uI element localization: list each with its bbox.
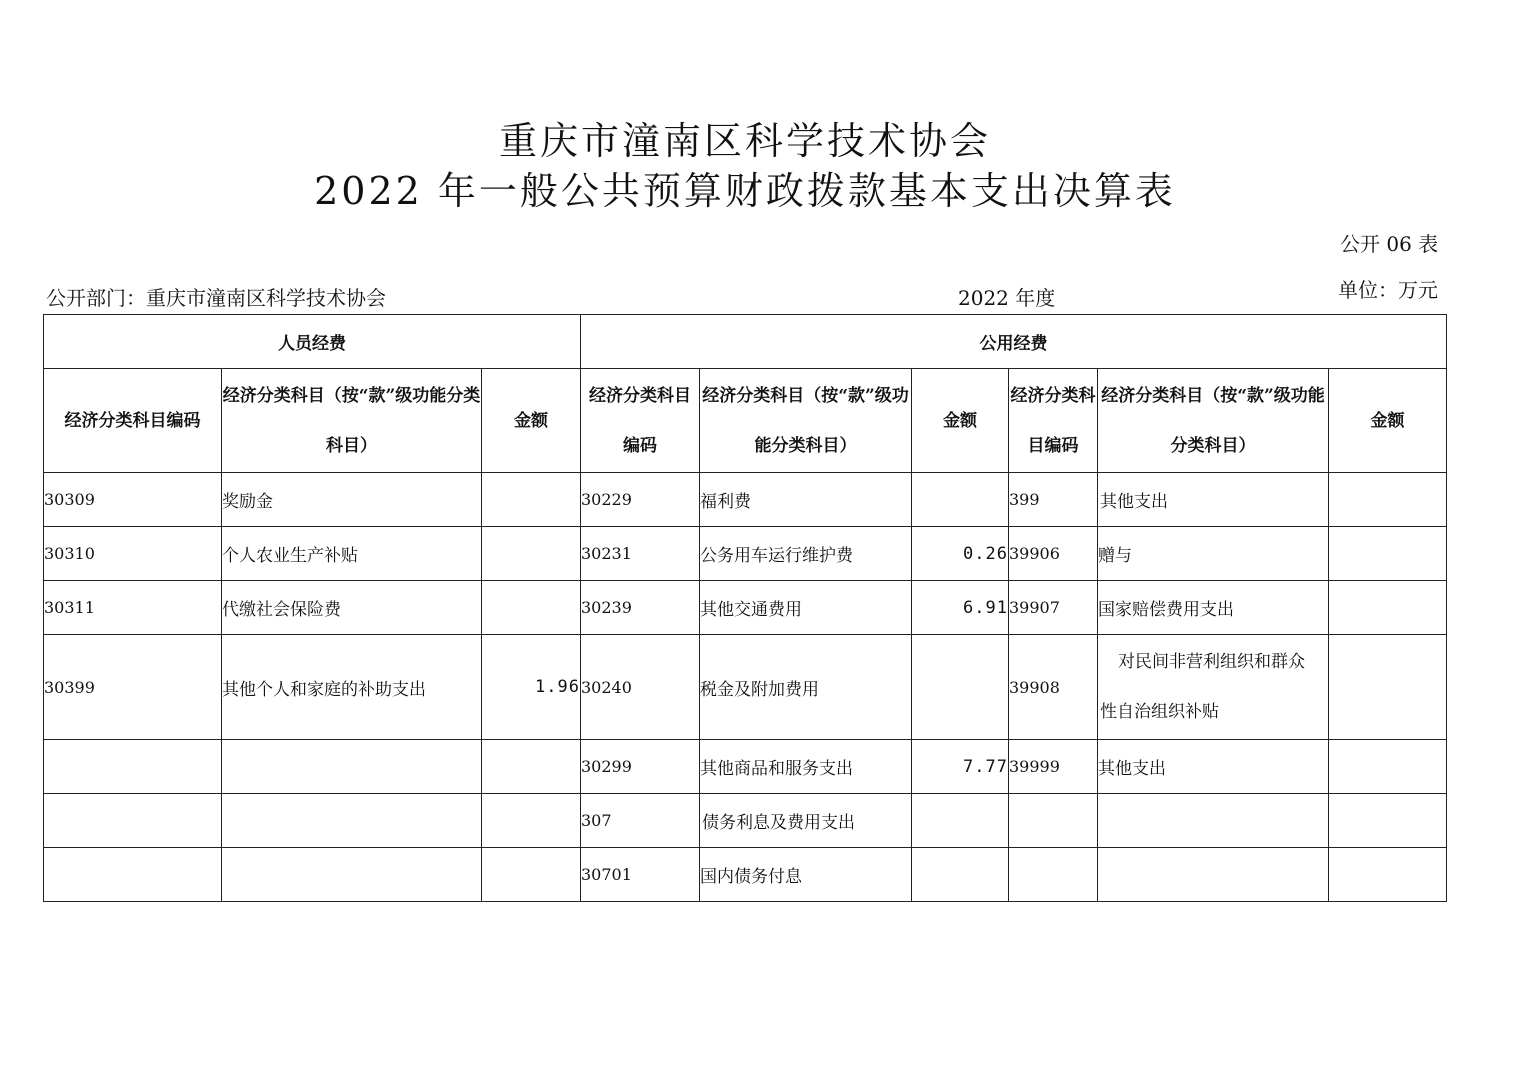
header-p-code: 经济分类科目编码 (44, 369, 222, 473)
department-label: 公开部门：重庆市潼南区科学技术协会 (46, 286, 386, 310)
p-name-cell: 奖励金 (222, 473, 482, 527)
table-row (44, 848, 1447, 902)
o-code-cell (1009, 848, 1098, 902)
o-code-cell: 39999 (1009, 740, 1098, 794)
p-code-cell: 30399 (44, 635, 222, 740)
u-code-cell: 307 (581, 794, 700, 848)
p-code-cell: 30310 (44, 527, 222, 581)
p-code-cell (44, 740, 222, 794)
o-name-line-2: 性自治组织补贴 (1100, 702, 1219, 722)
o-amount-cell (1329, 527, 1447, 581)
table-row (44, 794, 1447, 848)
p-name-cell: 个人农业生产补贴 (222, 527, 482, 581)
o-name-cell (1098, 794, 1329, 848)
budget-table (43, 314, 1447, 902)
o-name-cell: 其他支出 (1098, 740, 1329, 794)
o-name-cell: 赠与 (1098, 527, 1329, 581)
header-o-amount: 金额 (1329, 369, 1447, 473)
p-amount-cell (482, 581, 581, 635)
header-o-code: 经济分类科目编码 (1009, 369, 1098, 473)
u-name-cell: 公务用车运行维护费 (700, 527, 912, 581)
p-amount-cell (482, 473, 581, 527)
p-amount-cell (482, 740, 581, 794)
o-name-cell: 国家赔偿费用支出 (1098, 581, 1329, 635)
fiscal-year: 2022 年度 (958, 286, 1056, 310)
u-code-cell: 30240 (581, 635, 700, 740)
o-amount-cell (1329, 794, 1447, 848)
o-code-cell: 39908 (1009, 635, 1098, 740)
u-code-cell: 30239 (581, 581, 700, 635)
page-title: 重庆市潼南区科学技术协会 (498, 119, 991, 163)
u-name-cell: 福利费 (700, 473, 912, 527)
header-u-code: 经济分类科目编码 (581, 369, 700, 473)
u-code-cell: 30231 (581, 527, 700, 581)
u-amount-cell: 6.91 (912, 581, 1009, 635)
page-subtitle: 2022 年一般公共预算财政拨款基本支出决算表 (314, 169, 1176, 213)
unit-label: 单位：万元 (1338, 278, 1438, 302)
group-header-row (44, 315, 1447, 369)
table-row (44, 581, 1447, 635)
o-amount-cell (1329, 473, 1447, 527)
o-amount-cell (1329, 581, 1447, 635)
o-code-cell: 39906 (1009, 527, 1098, 581)
p-code-cell: 30311 (44, 581, 222, 635)
header-u-name: 经济分类科目（按“款”级功能分类科目） (700, 369, 912, 473)
o-name-line-1: 对民间非营利组织和群众 (1118, 652, 1305, 672)
u-amount-cell (912, 848, 1009, 902)
o-amount-cell (1329, 740, 1447, 794)
header-p-name: 经济分类科目（按“款”级功能分类科目） (222, 369, 482, 473)
p-code-cell (44, 794, 222, 848)
o-name-cell: 其他支出 (1098, 473, 1329, 527)
o-amount-cell (1329, 635, 1447, 740)
form-number: 公开 06 表 (1340, 232, 1439, 256)
u-amount-cell (912, 794, 1009, 848)
p-name-cell (222, 740, 482, 794)
p-amount-cell: 1.96 (482, 635, 581, 740)
table-row (44, 527, 1447, 581)
u-code-cell: 30701 (581, 848, 700, 902)
table-row (44, 473, 1447, 527)
o-code-cell: 399 (1009, 473, 1098, 527)
o-name-cell (1098, 635, 1329, 740)
u-name-cell: 税金及附加费用 (700, 635, 912, 740)
group-public: 公用经费 (581, 315, 1447, 369)
p-name-cell (222, 848, 482, 902)
p-code-cell (44, 848, 222, 902)
p-amount-cell (482, 848, 581, 902)
o-amount-cell (1329, 848, 1447, 902)
p-code-cell: 30309 (44, 473, 222, 527)
p-amount-cell (482, 794, 581, 848)
u-name-cell: 其他交通费用 (700, 581, 912, 635)
u-code-cell: 30299 (581, 740, 700, 794)
p-name-cell (222, 794, 482, 848)
header-p-amount: 金额 (482, 369, 581, 473)
u-amount-cell (912, 635, 1009, 740)
header-u-amount: 金额 (912, 369, 1009, 473)
p-name-cell: 代缴社会保险费 (222, 581, 482, 635)
u-amount-cell: 0.26 (912, 527, 1009, 581)
o-name-cell (1098, 848, 1329, 902)
u-amount-cell (912, 473, 1009, 527)
table-row (44, 635, 1447, 740)
u-name-cell: 债务利息及费用支出 (700, 794, 912, 848)
group-personnel: 人员经费 (44, 315, 581, 369)
o-code-cell (1009, 794, 1098, 848)
header-o-name: 经济分类科目（按“款”级功能分类科目） (1098, 369, 1329, 473)
u-amount-cell: 7.77 (912, 740, 1009, 794)
u-name-cell: 其他商品和服务支出 (700, 740, 912, 794)
table-row (44, 740, 1447, 794)
u-name-cell: 国内债务付息 (700, 848, 912, 902)
p-name-cell: 其他个人和家庭的补助支出 (222, 635, 482, 740)
o-code-cell: 39907 (1009, 581, 1098, 635)
column-header-row (44, 369, 1447, 473)
u-code-cell: 30229 (581, 473, 700, 527)
p-amount-cell (482, 527, 581, 581)
